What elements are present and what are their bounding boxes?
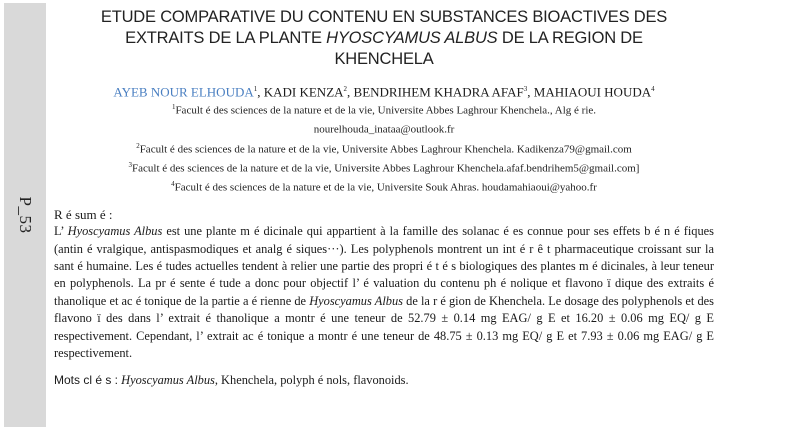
- keywords-rest: , Khenchela, polyph é nols, flavonoids.: [214, 373, 409, 388]
- paper-title: [54, 7, 714, 70]
- affiliation-email: nourelhouda_inataa@outlook.fr: [313, 124, 455, 137]
- affiliation-line: [54, 139, 714, 158]
- author-list: [54, 81, 714, 100]
- affiliation-line: [54, 177, 714, 196]
- keywords-label: Mots cl é s :: [54, 373, 119, 388]
- title-line-2-post: DE LA REGION DE: [497, 29, 643, 47]
- author-first: AYEB NOUR ELHOUDA: [113, 84, 254, 100]
- abstract-part-3: de la r é gion de Khenchela. Le dosage des polyphenols et des flavono ï des dans l’ extrait é thanolique a montr é une teneur de 52.79 ± 0.14 mg EAG/ g E et 16.20 ± 0.06 mg EQ/ g E respectivement. Cependant, l’ extrait ac é tonique a montr é une teneur de 48.75 ± 0.13 mg EQ/ g E et 7.93 ± 0.06 mg EAG/ g E respectivement.: [54, 293, 715, 360]
- abstract-part-2: est une plante m é dicinale qui appartient à la famille des solanac é es connue pour ses effets b é n é fiques (antin é vralgique, antispasmodiques et analg é siques···). Les polyphenols montrent un int é r ê t pharmaceutique croissant sur la sant é humaine. Les é tudes actuelles tendent à relier une partie des propri é t é s biologiques des plantes m é dicinales, à leur teneur en polyphenols. La pr é sente é tude a donc pour objectif l’ é valuation du contenu ph é nolique et flavono ï dique des extraits é thanolique et ac é tonique de la partie a é rienne de: [54, 224, 715, 308]
- abstract-species-2: Hyoscyamus Albus: [309, 293, 403, 308]
- abstract-species-1: Hyoscyamus Albus: [67, 224, 163, 239]
- title-line-1: ETUDE COMPARATIVE DU CONTENU EN SUBSTANCES BIOACTIVES DES: [100, 8, 668, 26]
- keywords-species: Hyoscyamus Albus: [121, 373, 215, 388]
- affiliations: [54, 100, 714, 196]
- title-line-2: [54, 28, 714, 49]
- affiliation-text: Facult é des sciences de la nature et de la vie, Universite Abbes Laghrour Khenchela.afaf.bendrihem5@gmail.com]: [132, 162, 640, 175]
- author-sup-3: 3: [523, 85, 528, 93]
- title-line-3: KHENCHELA: [334, 50, 434, 68]
- affiliation-sup: 1: [171, 103, 176, 112]
- affiliation-line: [54, 119, 714, 138]
- author-4: , MAHIAOUI HOUDA: [527, 84, 652, 100]
- affiliation-sup: 3: [128, 160, 133, 169]
- author-2: , KADI KENZA: [257, 84, 344, 100]
- title-species: HYOSCYAMUS ALBUS: [326, 29, 498, 47]
- affiliation-text: Facult é des sciences de la nature et de la vie, Universite Abbes Laghrour Khenchela. Kadikenza79@gmail.com: [139, 143, 632, 156]
- page-side-label: P_53: [16, 196, 35, 234]
- keywords: [54, 372, 714, 389]
- affiliation-line: [54, 158, 714, 177]
- author-sup-1: 1: [253, 85, 258, 93]
- affiliation-line: [54, 100, 714, 119]
- affiliation-sup: 2: [136, 141, 140, 150]
- affiliation-text: Facult é des sciences de la nature et de la vie, Universite Abbes Laghrour Khenchela., Alg é rie.: [175, 104, 597, 117]
- author-3: , BENDRIHEM KHADRA AFAF: [347, 84, 524, 100]
- author-sup-4: 4: [651, 85, 655, 93]
- affiliation-sup: 4: [171, 179, 175, 188]
- resume-heading: R é sum é :: [54, 207, 113, 223]
- paper-content: [54, 0, 714, 389]
- affiliation-text: Facult é des sciences de la nature et de la vie, Universite Souk Ahras. houdamahiaoui@yahoo.fr: [174, 181, 597, 194]
- abstract-part-1: L’: [54, 224, 68, 239]
- abstract-body: [54, 223, 714, 362]
- title-line-2-pre: EXTRAITS DE LA PLANTE: [125, 29, 327, 47]
- author-sup-2: 2: [343, 85, 348, 93]
